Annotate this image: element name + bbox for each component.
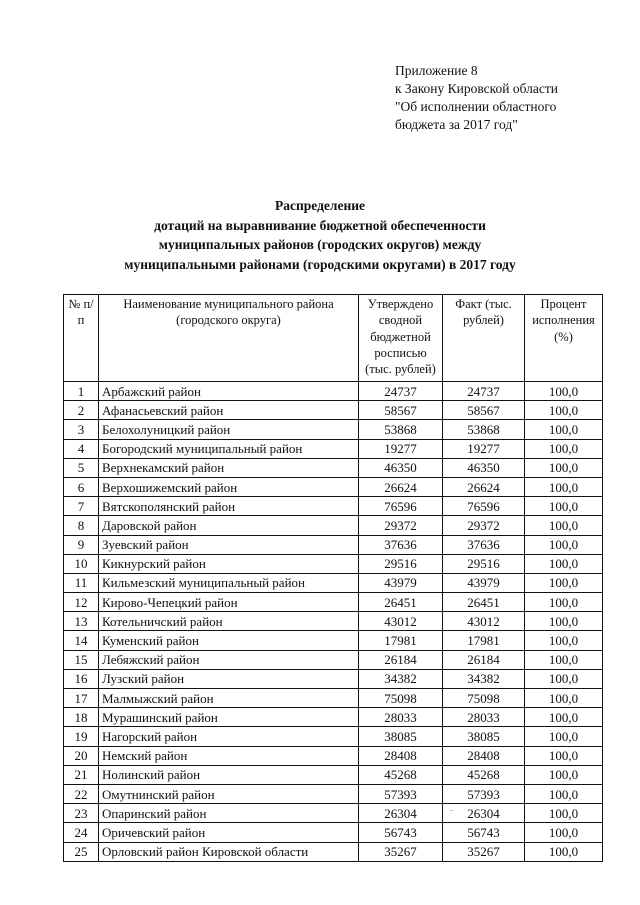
execution-percent: 100,0: [525, 746, 603, 765]
table-row: [64, 784, 603, 803]
approved-amount: 29516: [359, 554, 443, 573]
row-number: 3: [64, 420, 99, 439]
fact-amount: 34382: [443, 669, 525, 688]
row-number: 5: [64, 458, 99, 477]
execution-percent: 100,0: [525, 784, 603, 803]
execution-percent: 100,0: [525, 535, 603, 554]
fact-amount: 57393: [443, 784, 525, 803]
row-number: 1: [64, 382, 99, 401]
table-row: [64, 631, 603, 650]
fact-amount: 29516: [443, 554, 525, 573]
header-fact: Факт (тыс. рублей): [443, 295, 525, 382]
district-name: Верхошижемский район: [99, 477, 359, 496]
approved-amount: 26624: [359, 477, 443, 496]
fact-amount: 19277: [443, 439, 525, 458]
approved-amount: 46350: [359, 458, 443, 477]
table-body: [64, 382, 603, 862]
district-name: Кикнурский район: [99, 554, 359, 573]
header-approved: Утверждено сводной бюджетной росписью (тыс. рублей): [359, 295, 443, 382]
table-row: [64, 593, 603, 612]
approved-amount: 58567: [359, 401, 443, 420]
appendix-line: Приложение 8: [395, 63, 478, 78]
district-name: Опаринский район: [99, 804, 359, 823]
approved-amount: 57393: [359, 784, 443, 803]
row-number: 12: [64, 593, 99, 612]
district-name: Нолинский район: [99, 765, 359, 784]
table-row: [64, 612, 603, 631]
fact-amount: 37636: [443, 535, 525, 554]
header-name: Наименование муниципального района (городского округа): [99, 295, 359, 382]
appendix-line: "Об исполнении областного: [395, 99, 557, 114]
table-row: [64, 420, 603, 439]
table-header-row: [64, 295, 603, 382]
row-number: 25: [64, 842, 99, 861]
table-row: [64, 554, 603, 573]
fact-amount: 26624: [443, 477, 525, 496]
approved-amount: 43012: [359, 612, 443, 631]
row-number: 6: [64, 477, 99, 496]
district-name: Кирово-Чепецкий район: [99, 593, 359, 612]
execution-percent: 100,0: [525, 804, 603, 823]
execution-percent: 100,0: [525, 689, 603, 708]
district-name: Богородский муниципальный район: [99, 439, 359, 458]
district-name: Арбажский район: [99, 382, 359, 401]
title-line: Распределение: [274, 198, 366, 213]
row-number: 4: [64, 439, 99, 458]
table-row: [64, 516, 603, 535]
table-row: [64, 727, 603, 746]
district-name: Куменский район: [99, 631, 359, 650]
approved-amount: 43979: [359, 573, 443, 592]
table-row: [64, 669, 603, 688]
execution-percent: 100,0: [525, 401, 603, 420]
district-name: Мурашинский район: [99, 708, 359, 727]
fact-amount: 46350: [443, 458, 525, 477]
table-row: [64, 382, 603, 401]
fact-amount: 45268: [443, 765, 525, 784]
row-number: 2: [64, 401, 99, 420]
fact-amount: 17981: [443, 631, 525, 650]
execution-percent: 100,0: [525, 631, 603, 650]
approved-amount: 37636: [359, 535, 443, 554]
execution-percent: 100,0: [525, 612, 603, 631]
approved-amount: 38085: [359, 727, 443, 746]
scan-dot: [450, 810, 453, 811]
header-percent: Процент исполнения (%): [525, 295, 603, 382]
approved-amount: 19277: [359, 439, 443, 458]
fact-amount: 58567: [443, 401, 525, 420]
table-row: [64, 689, 603, 708]
row-number: 11: [64, 573, 99, 592]
fact-amount: 26451: [443, 593, 525, 612]
execution-percent: 100,0: [525, 420, 603, 439]
execution-percent: 100,0: [525, 382, 603, 401]
district-name: Лузский район: [99, 669, 359, 688]
execution-percent: 100,0: [525, 516, 603, 535]
table-row: [64, 650, 603, 669]
row-number: 15: [64, 650, 99, 669]
district-name: Белохолуницкий район: [99, 420, 359, 439]
fact-amount: 75098: [443, 689, 525, 708]
approved-amount: 76596: [359, 497, 443, 516]
table-row: [64, 497, 603, 516]
appendix-note: [395, 62, 558, 134]
district-name: Оричевский район: [99, 823, 359, 842]
approved-amount: 29372: [359, 516, 443, 535]
approved-amount: 28408: [359, 746, 443, 765]
district-name: Зуевский район: [99, 535, 359, 554]
row-number: 19: [64, 727, 99, 746]
table-row: [64, 708, 603, 727]
execution-percent: 100,0: [525, 439, 603, 458]
row-number: 8: [64, 516, 99, 535]
district-name: Омутнинский район: [99, 784, 359, 803]
execution-percent: 100,0: [525, 497, 603, 516]
fact-amount: 38085: [443, 727, 525, 746]
approved-amount: 24737: [359, 382, 443, 401]
table-row: [64, 746, 603, 765]
table-row: [64, 477, 603, 496]
approved-amount: 45268: [359, 765, 443, 784]
table-row: [64, 458, 603, 477]
approved-amount: 28033: [359, 708, 443, 727]
table-row: [64, 804, 603, 823]
table-row: [64, 765, 603, 784]
fact-amount: 26184: [443, 650, 525, 669]
table-row: [64, 842, 603, 861]
row-number: 22: [64, 784, 99, 803]
approved-amount: 26451: [359, 593, 443, 612]
approved-amount: 26184: [359, 650, 443, 669]
approved-amount: 56743: [359, 823, 443, 842]
row-number: 17: [64, 689, 99, 708]
execution-percent: 100,0: [525, 650, 603, 669]
table-row: [64, 823, 603, 842]
execution-percent: 100,0: [525, 708, 603, 727]
district-name: Кильмезский муниципальный район: [99, 573, 359, 592]
table-row: [64, 535, 603, 554]
execution-percent: 100,0: [525, 554, 603, 573]
approved-amount: 53868: [359, 420, 443, 439]
execution-percent: 100,0: [525, 669, 603, 688]
row-number: 7: [64, 497, 99, 516]
district-name: Орловский район Кировской области: [99, 842, 359, 861]
row-number: 9: [64, 535, 99, 554]
row-number: 23: [64, 804, 99, 823]
table-row: [64, 439, 603, 458]
table-row: [64, 573, 603, 592]
table-row: [64, 401, 603, 420]
row-number: 16: [64, 669, 99, 688]
district-name: Лебяжский район: [99, 650, 359, 669]
title-line: дотаций на выравнивание бюджетной обеспеченности: [154, 217, 486, 233]
approved-amount: 26304: [359, 804, 443, 823]
row-number: 10: [64, 554, 99, 573]
district-name: Даровской район: [99, 516, 359, 535]
execution-percent: 100,0: [525, 593, 603, 612]
execution-percent: 100,0: [525, 727, 603, 746]
approved-amount: 17981: [359, 631, 443, 650]
execution-percent: 100,0: [525, 477, 603, 496]
fact-amount: 28408: [443, 746, 525, 765]
approved-amount: 35267: [359, 842, 443, 861]
district-name: Афанасьевский район: [99, 401, 359, 420]
district-name: Вятскополянский район: [99, 497, 359, 516]
row-number: 13: [64, 612, 99, 631]
appendix-line: к Закону Кировской области: [395, 81, 559, 96]
fact-amount: 29372: [443, 516, 525, 535]
fact-amount: 26304: [443, 804, 525, 823]
district-name: Верхнекамский район: [99, 458, 359, 477]
execution-percent: 100,0: [525, 765, 603, 784]
title-line: муниципальными районами (городскими округами) в 2017 году: [124, 256, 516, 272]
district-name: Нагорский район: [99, 727, 359, 746]
header-num: № п/п: [64, 295, 99, 382]
execution-percent: 100,0: [525, 458, 603, 477]
appendix-line: бюджета за 2017 год": [395, 117, 518, 132]
approved-amount: 34382: [359, 669, 443, 688]
district-name: Котельничский район: [99, 612, 359, 631]
approved-amount: 75098: [359, 689, 443, 708]
fact-amount: 53868: [443, 420, 525, 439]
execution-percent: 100,0: [525, 573, 603, 592]
fact-amount: 76596: [443, 497, 525, 516]
fact-amount: 24737: [443, 382, 525, 401]
row-number: 24: [64, 823, 99, 842]
row-number: 21: [64, 765, 99, 784]
district-name: Немский район: [99, 746, 359, 765]
fact-amount: 43012: [443, 612, 525, 631]
distribution-table: [63, 294, 603, 862]
district-name: Малмыжский район: [99, 689, 359, 708]
row-number: 20: [64, 746, 99, 765]
fact-amount: 35267: [443, 842, 525, 861]
execution-percent: 100,0: [525, 823, 603, 842]
fact-amount: 43979: [443, 573, 525, 592]
title-line: муниципальных районов (городских округов) между: [158, 237, 482, 252]
row-number: 18: [64, 708, 99, 727]
fact-amount: 56743: [443, 823, 525, 842]
fact-amount: 28033: [443, 708, 525, 727]
document-title: [0, 196, 640, 274]
execution-percent: 100,0: [525, 842, 603, 861]
row-number: 14: [64, 631, 99, 650]
